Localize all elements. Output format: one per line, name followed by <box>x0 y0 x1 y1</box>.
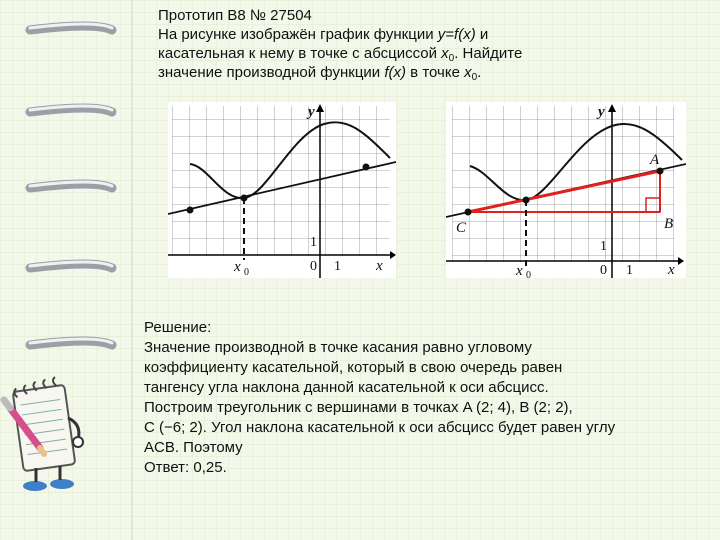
solution-heading: Решение: <box>144 319 212 336</box>
solution-line: тангенсу угла наклона данной касательной к оси абсцисс. <box>144 379 549 396</box>
ring-1 <box>30 24 112 30</box>
x-axis-label: x <box>376 258 383 274</box>
y-axis-label: y <box>308 104 315 120</box>
y-unit-label: 1 <box>310 235 317 250</box>
ring-4 <box>30 262 112 268</box>
answer-line: Ответ: 0,25. <box>144 459 227 476</box>
problem-line-3: касательная к нему в точке с абсциссой $x_0$. Найдите <box>158 45 523 64</box>
tangent-point-right <box>363 164 370 171</box>
x-unit-label: 1 <box>334 259 341 274</box>
y-unit-label: 1 <box>600 239 607 254</box>
point-c-label: C <box>456 220 467 236</box>
y-axis-label: y <box>598 104 605 120</box>
problem-statement <box>158 6 628 82</box>
solution-line: коэффициенту касательной, который в свою очередь равен <box>144 359 563 376</box>
solution-line: C (−6; 2). Угол наклона касательной к оси абсцисс будет равен углу <box>144 419 616 436</box>
ring-3 <box>30 182 112 188</box>
point-a <box>657 168 664 175</box>
x-unit-label: 1 <box>626 263 633 278</box>
origin-label: 0 <box>310 259 317 274</box>
solution-line: ACB. Поэтому <box>144 439 243 456</box>
problem-line-2: На рисунке изображён график функции y=f(x) и <box>158 26 489 43</box>
problem-title: Прототип B8 № 27504 <box>158 7 312 24</box>
notebook-mascot-illustration <box>0 368 95 498</box>
ring-2 <box>30 106 112 112</box>
x0-subscript: 0 <box>526 270 531 278</box>
x0-label: x <box>516 263 523 278</box>
function-graph-right <box>446 102 686 278</box>
solution-line: Построим треугольник с вершинами в точках A (2; 4), B (2; 2), <box>144 399 573 416</box>
point-a-label: A <box>650 152 660 168</box>
tangent-point-left <box>187 207 194 214</box>
point-b-label: B <box>664 216 674 232</box>
ring-5 <box>30 339 112 345</box>
solution-line: Значение производной в точке касания равно угловому <box>144 339 532 356</box>
origin-label: 0 <box>600 263 607 278</box>
problem-line-4: значение производной функции f(x) в точке $x_0$. <box>158 64 482 83</box>
graph-grid <box>452 106 674 262</box>
x-axis-label: x <box>668 262 675 278</box>
point-c <box>465 209 472 216</box>
function-graph-left <box>168 102 396 278</box>
x0-label: x <box>234 259 241 275</box>
x0-subscript: 0 <box>244 267 249 278</box>
solution-text <box>144 318 719 478</box>
